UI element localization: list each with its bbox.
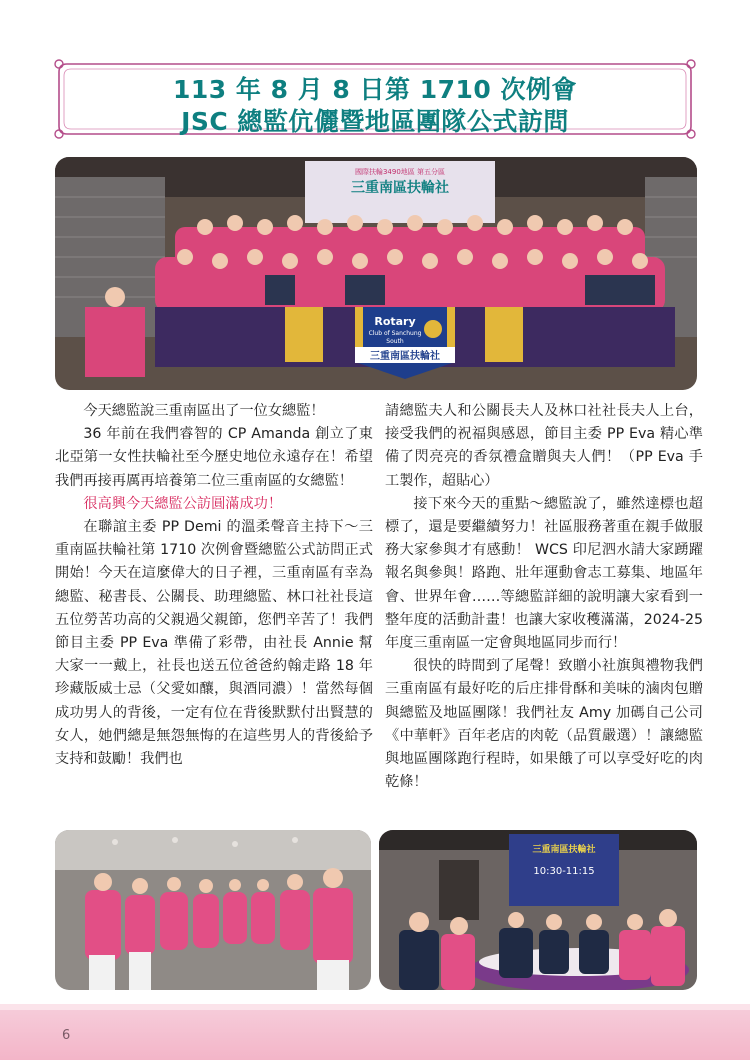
bottom-right-photo (379, 830, 697, 990)
paragraph: 接下來今天的重點～總監說了，雖然達標也超標了，還是要繼續努力！社區服務著重在親手做服務大家參與才有感動！ WCS 印尼泗水請大家踴躍報名與參與！路跑、壯年運動會志工募集、地區年會、世界年會……等總監詳細的說明讓大家看到一整年度的活動計畫！也讓大家收穫滿滿，2024-25 年度三重南區一定會與地區同步而行！ (385, 495, 703, 652)
rotary-wheel-icon (424, 320, 442, 338)
page-number: 6 (62, 1028, 71, 1043)
title-frame (53, 58, 697, 140)
article-left-column (55, 400, 373, 771)
title-line-2: JSC 總監伉儷暨地區團隊公式訪問 (181, 107, 569, 136)
highlight-paragraph: 很高興今天總監公訪圓滿成功！ (83, 495, 283, 512)
paragraph: 請總監夫人和公關長夫人及林口社社長夫人上台，接受我們的祝福與感恩，節目主委 PP Eva 精心準備了閃亮亮的香氛禮盒贈與夫人們！（PP Eva 手工製作，超貼心） (385, 403, 703, 489)
screen-line-1: 三重南區扶輪社 (532, 845, 596, 855)
article-right-column (385, 400, 703, 794)
table-sign: 三重南區扶輪社 (370, 351, 440, 362)
bottom-left-photo (55, 830, 371, 990)
paragraph: 36 年前在我們睿智的 CP Amanda 創立了東北亞第一女性扶輪社至今歷史地位永遠存在！希望我們再接再厲再培養第二位三重南區的女總監！ (55, 426, 373, 489)
banner-line-2: 三重南區扶輪社 (351, 180, 449, 196)
paragraph: 今天總監說三重南區出了一位女總監！ (83, 403, 325, 419)
paragraph: 很快的時間到了尾聲！致贈小社旗與禮物我們三重南區有最好吃的后庄排骨酥和美味的滷肉包贈與總監及地區團隊！我們社友 Amy 加碼自己公司《中華軒》百年老店的肉乾（品質嚴選）！讓總監與地區團隊跑行程時，如果餓了可以享受好吃的肉乾條！ (385, 658, 703, 791)
screen-line-2: 10:30-11:15 (533, 866, 595, 877)
main-group-photo (55, 157, 697, 390)
flag-rotary: Rotary (374, 315, 416, 328)
paragraph: 在聯誼主委 PP Demi 的溫柔聲音主持下～三重南區扶輪社第 1710 次例會暨總監公式訪問正式開始！今天在這麼偉大的日子裡，三重南區有幸為總監、秘書長、公關長、助理總監、林口社社長這五位勞苦功高的父親過父親節，您們辛苦了！我們節目主委 PP Eva 準備了彩帶，由社長 Annie 幫大家一一戴上，社長也送五位爸爸約翰走路 18 年珍藏版威士忌（父愛如釀，與酒同濃）！當然每個成功男人的背後，一定有位在背後默默付出賢慧的女人，她們總是無怨無悔的在這些男人的背後給予支持和鼓勵！我們也 (55, 519, 373, 768)
title-line-1: 113 年 8 月 8 日第 1710 次例會 (173, 75, 577, 104)
footer-band (0, 1010, 750, 1060)
banner-line-1: 國際扶輪3490地區 第五分區 (354, 168, 446, 176)
flag-sub-1: Club of Sanchung (368, 330, 422, 337)
flag-sub-2: South (386, 338, 404, 345)
